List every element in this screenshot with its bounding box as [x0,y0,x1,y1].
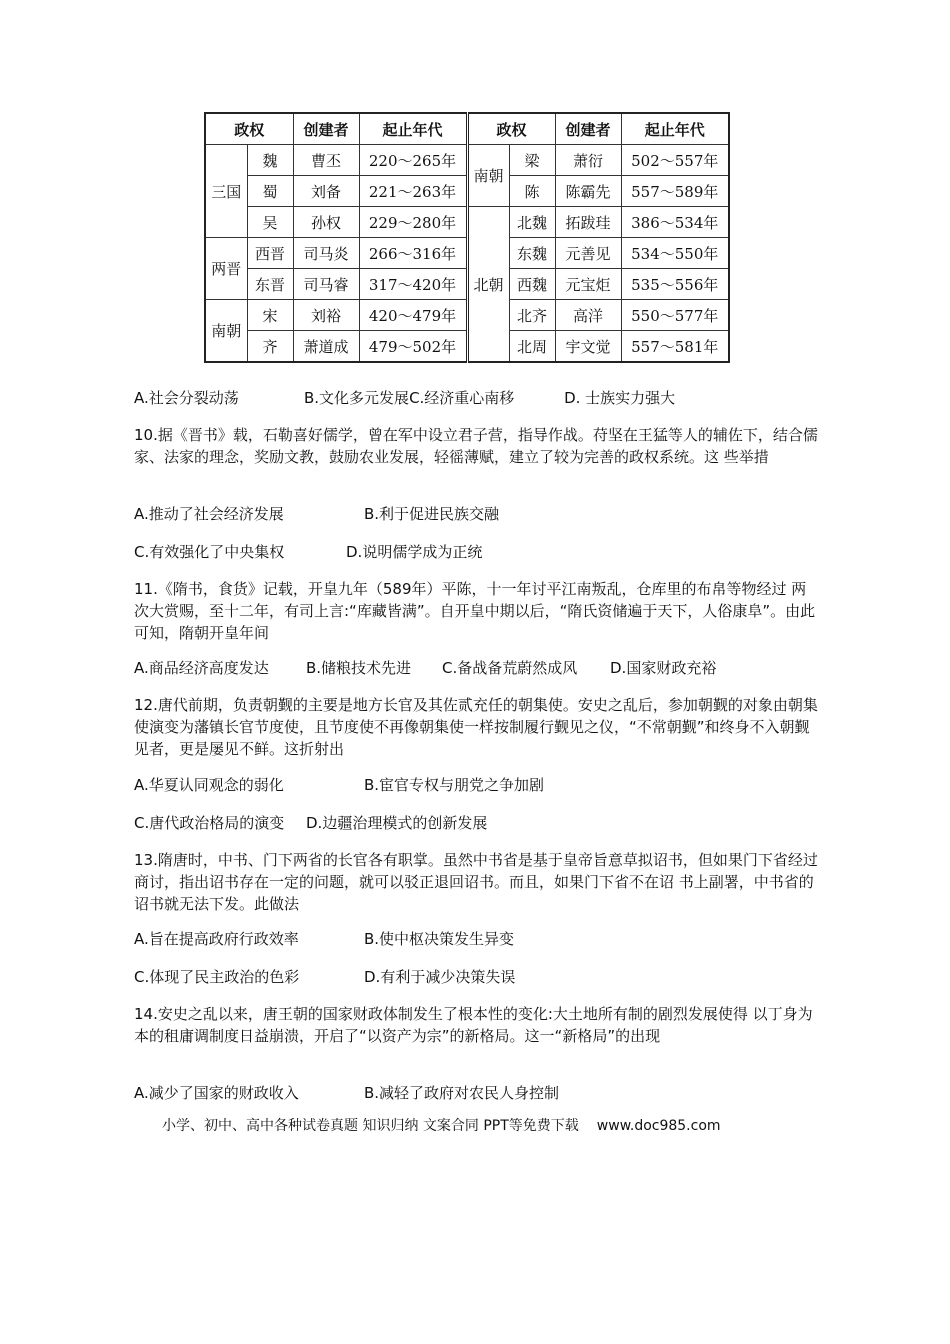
q9-option-a: A.社会分裂动荡 [134,389,239,407]
table-state-cell: 东晋 [247,269,293,300]
table-header-cell: 起止年代 [359,113,467,145]
footer [162,1115,721,1135]
q11-option-a: A.商品经济高度发达 [134,659,269,677]
q10-option-b: B.利于促进民族交融 [364,505,500,523]
q13-option-a: A.旨在提高政府行政效率 [134,930,299,948]
q14-options-row1 [134,1082,559,1104]
footer-site-link[interactable]: www.doc985.com [596,1118,721,1134]
table-state-cell: 西魏 [509,269,555,300]
table-creator-cell: 曹丕 [293,145,359,176]
table-state-cell: 北齐 [509,300,555,331]
table-row [205,145,729,176]
q13-stem: 13.隋唐时，中书、门下两省的长官各有职掌。虽然中书省是基于皇帝旨意草拟诏书，但如果门下省经过商讨，指出诏书存在一定的问题，就可以驳正退回诏书。而且，如果门下省不在诏 书上副署，中书省的诏书就无法下发。此做法 [134,851,818,913]
q12-stem: 12.唐代前期，负责朝觐的主要是地方长官及其佐贰充任的朝集使。安史之乱后，参加朝觐的对象由朝集使演变为藩镇长官节度使，且节度使不再像朝集使一样按制履行觐见之仪，“不常朝觐”和终身不入朝觐见者，更是屡见不鲜。这折射出 [134,696,818,758]
table-state-cell: 陈 [509,176,555,207]
table-years-cell: 557～589年 [621,176,729,207]
table-years-cell: 557～581年 [621,331,729,363]
table-group-cell: 南朝 [467,145,509,207]
table-state-cell: 魏 [247,145,293,176]
table-group-cell: 三国 [205,145,247,238]
q11-stem: 11.《隋书，食货》记载，开皇九年（589年）平陈，十一年讨平江南叛乱，仓库里的布帛等物经过 两次大赏赐，至十二年，有司上言:“库藏皆满”。自开皇中期以后，“隋氏资储遍于天下，人俗康阜”。由此可知，隋朝开皇年间 [134,580,816,642]
table-state-cell: 北周 [509,331,555,363]
q9-option-b: B.文化多元发展 [304,389,410,407]
table-group-cell: 北朝 [467,207,509,363]
table-years-cell: 550～577年 [621,300,729,331]
table-creator-cell: 拓跋珪 [555,207,621,238]
q12-option-d: D.边疆治理模式的创新发展 [306,814,488,832]
regime-table-grid [204,112,730,363]
table-creator-cell: 元宝炬 [555,269,621,300]
q14-option-a: A.减少了国家的财政收入 [134,1084,299,1102]
table-group-cell: 两晋 [205,238,247,300]
q13-options-row2 [134,966,515,988]
q10-option-c: C.有效强化了中央集权 [134,543,285,561]
table-years-cell: 420～479年 [359,300,467,331]
q13-option-c: C.体现了民主政治的色彩 [134,968,300,986]
table-years-cell: 534～550年 [621,238,729,269]
table-group-cell: 南朝 [205,300,247,363]
table-header-cell: 创建者 [555,113,621,145]
q12-options-row2 [134,812,487,834]
q11-options [134,657,716,679]
q11-option-d: D.国家财政充裕 [610,659,717,677]
q9-option-c: C.经济重心南移 [409,389,515,407]
table-years-cell: 317～420年 [359,269,467,300]
table-creator-cell: 元善见 [555,238,621,269]
table-creator-cell: 刘裕 [293,300,359,331]
table-years-cell: 229～280年 [359,207,467,238]
table-creator-cell: 宇文觉 [555,331,621,363]
q13-option-d: D.有利于减少决策失误 [364,968,516,986]
table-years-cell: 535～556年 [621,269,729,300]
table-state-cell: 蜀 [247,176,293,207]
q9-options [134,387,675,409]
q9-option-d: D. 士族实力强大 [564,389,676,407]
table-creator-cell: 刘备 [293,176,359,207]
table-header-cell: 政权 [205,113,293,145]
table-years-cell: 266～316年 [359,238,467,269]
q10-option-a: A.推动了社会经济发展 [134,505,284,523]
table-years-cell: 502～557年 [621,145,729,176]
q13-options-row1 [134,928,514,950]
footer-text: 小学、初中、高中各种试卷真题 知识归纳 文案合同 PPT等免费下载 [162,1118,579,1134]
table-years-cell: 386～534年 [621,207,729,238]
table-creator-cell: 萧道成 [293,331,359,363]
q13-option-b: B.使中枢决策发生异变 [364,930,515,948]
table-creator-cell: 司马睿 [293,269,359,300]
table-header-cell: 创建者 [293,113,359,145]
table-state-cell: 北魏 [509,207,555,238]
q10-stem: 10.据《晋书》载，石勒喜好儒学，曾在军中设立君子营，指导作战。苻坚在王猛等人的辅佐下，结合儒家、法家的理念，奖励文教，鼓励农业发展，轻徭薄赋，建立了较为完善的政权系统。这 些举措 [134,426,818,466]
table-creator-cell: 陈霸先 [555,176,621,207]
table-creator-cell: 萧衍 [555,145,621,176]
q12-option-a: A.华夏认同观念的弱化 [134,776,284,794]
table-state-cell: 梁 [509,145,555,176]
q14-stem: 14.安史之乱以来，唐王朝的国家财政体制发生了根本性的变化:大土地所有制的剧烈发展使得 以丁身为本的租庸调制度日益崩溃，开启了“以资产为宗”的新格局。这一“新格局”的出现 [134,1005,813,1045]
table-creator-cell: 高洋 [555,300,621,331]
table-state-cell: 齐 [247,331,293,363]
q12-option-b: B.宦官专权与朋党之争加剧 [364,776,545,794]
table-state-cell: 西晋 [247,238,293,269]
table-row [205,207,729,238]
q10-options-row1 [134,503,499,525]
table-years-cell: 221～263年 [359,176,467,207]
q10-options-row2 [134,541,482,563]
table-state-cell: 宋 [247,300,293,331]
table-header-cell: 政权 [467,113,555,145]
table-creator-cell: 孙权 [293,207,359,238]
q14-option-b: B.减轻了政府对农民人身控制 [364,1084,560,1102]
q11-option-c: C.备战备荒蔚然成风 [442,659,578,677]
table-header-row [205,113,729,145]
table-state-cell: 东魏 [509,238,555,269]
table-years-cell: 220～265年 [359,145,467,176]
table-years-cell: 479～502年 [359,331,467,363]
q12-option-c: C.唐代政治格局的演变 [134,814,285,832]
q11-option-b: B.储粮技术先进 [306,659,412,677]
table-state-cell: 吴 [247,207,293,238]
table-header-cell: 起止年代 [621,113,729,145]
q12-options-row1 [134,774,544,796]
q10-option-d: D.说明儒学成为正统 [346,543,483,561]
regime-table [204,112,730,363]
table-creator-cell: 司马炎 [293,238,359,269]
